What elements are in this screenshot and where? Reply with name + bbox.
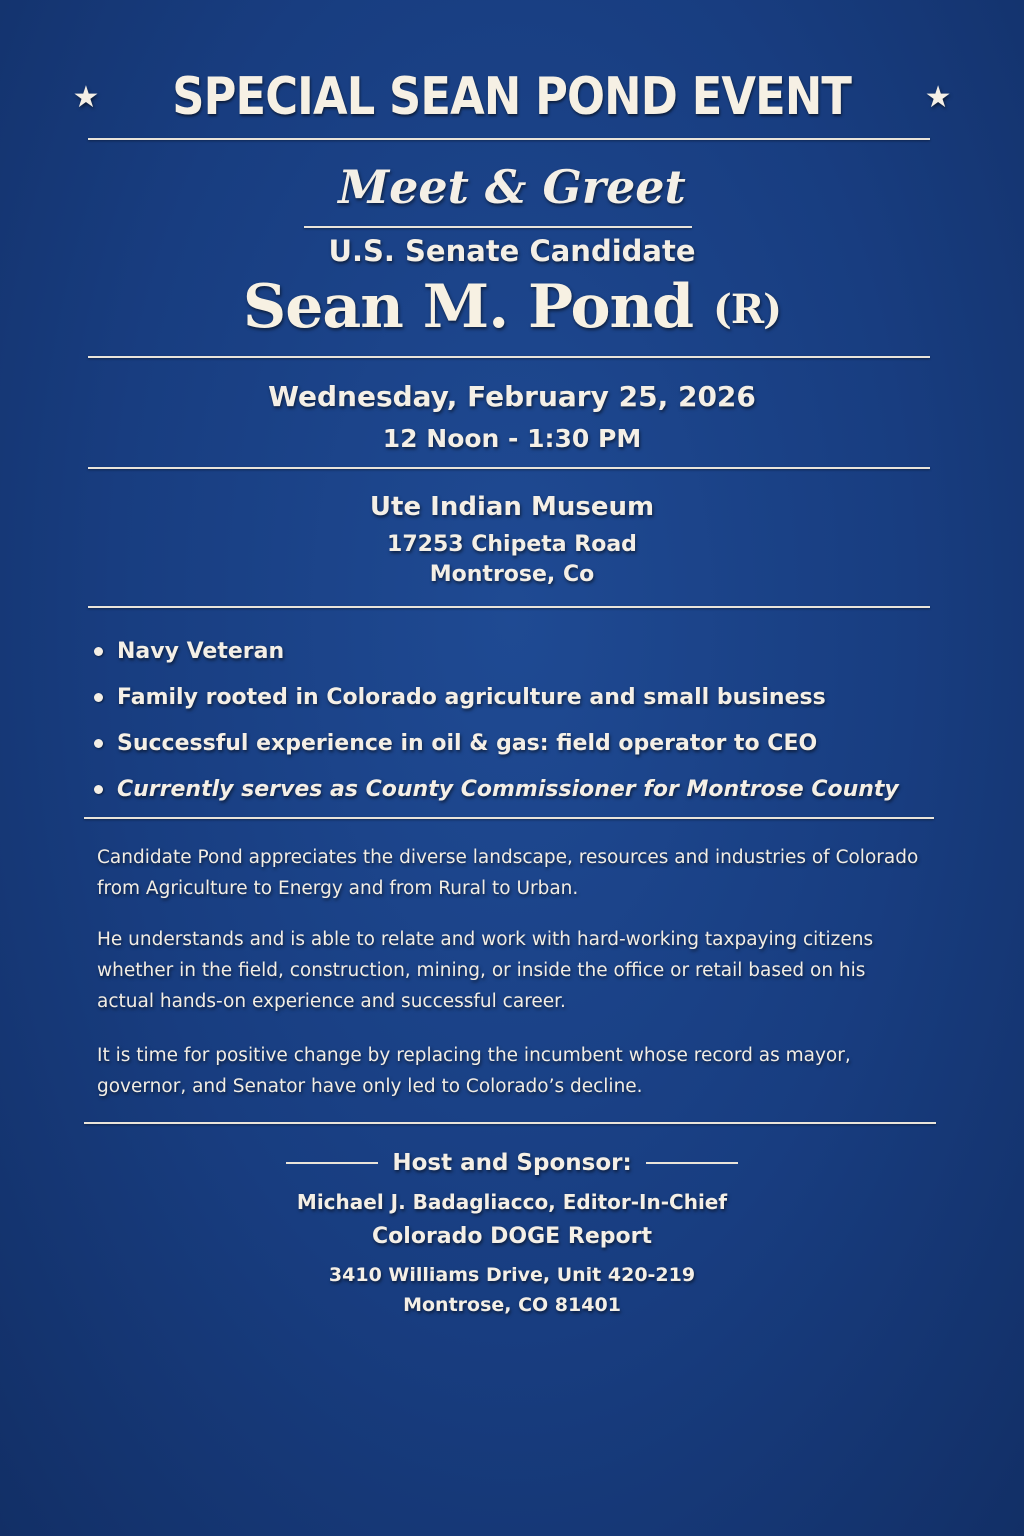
divider-venue: [88, 606, 930, 608]
host-organization: Colorado DOGE Report: [372, 1224, 652, 1249]
list-item: [94, 674, 954, 720]
host-street: 3410 Williams Drive, Unit 420-219: [328, 1264, 696, 1286]
host-heading-rule-right: [646, 1162, 738, 1164]
bullet-icon: [94, 693, 103, 702]
body-paragraph: It is time for positive change by replacing the incumbent whose record as mayor, governor, and Senator have only led to Colorado’s decline.: [97, 1045, 851, 1097]
venue-city: Montrose, Co: [429, 562, 595, 587]
highlights-list: [94, 628, 954, 812]
list-item: [94, 720, 954, 766]
host-city: Montrose, CO 81401: [403, 1294, 621, 1316]
office-label: U.S. Senate Candidate: [328, 234, 696, 268]
highlight-text: Family rooted in Colorado agriculture and small business: [117, 684, 826, 710]
candidate-name-line: [0, 272, 1024, 342]
body-paragraph: Candidate Pond appreciates the diverse landscape, resources and industries of Colorado from Agriculture to Energy and from Rural to Urban.: [97, 847, 919, 899]
highlight-text: Currently serves as County Commissioner for Montrose County: [117, 776, 899, 802]
host-name: Michael J. Badagliacco, Editor-In-Chief: [296, 1190, 728, 1214]
venue-street: 17253 Chipeta Road: [387, 532, 637, 557]
divider-time: [88, 467, 930, 469]
host-heading-label: Host and Sponsor:: [392, 1150, 632, 1176]
event-time: 12 Noon - 1:30 PM: [382, 424, 642, 453]
list-item: [94, 766, 954, 812]
event-title: SPECIAL SEAN POND EVENT: [172, 67, 852, 127]
event-headline: [0, 62, 1024, 132]
bullet-icon: [94, 785, 103, 794]
candidate-name: Sean M. Pond: [242, 272, 694, 342]
divider-top: [88, 138, 930, 140]
host-heading: [0, 1150, 1024, 1176]
divider-meet-greet: [304, 226, 692, 228]
divider-highlights: [84, 817, 934, 819]
right-star-icon: ★: [924, 79, 952, 115]
divider-name: [88, 356, 930, 358]
highlight-text: Navy Veteran: [117, 638, 285, 664]
party-affiliation: (R): [712, 286, 782, 333]
host-heading-rule-left: [286, 1162, 378, 1164]
bullet-icon: [94, 647, 103, 656]
body-paragraph: He understands and is able to relate and work with hard-working taxpaying citizens whether in the field, construction, mining, or inside the office or retail based on his actual hands-on experience and successful career.: [97, 929, 874, 1012]
left-star-icon: ★: [72, 79, 100, 115]
list-item: [94, 628, 954, 674]
highlight-text: Successful experience in oil & gas: field operator to CEO: [117, 730, 818, 756]
event-date: Wednesday, February 25, 2026: [268, 380, 756, 413]
venue-name: Ute Indian Museum: [369, 492, 655, 522]
meet-greet-heading: Meet & Greet: [338, 160, 686, 214]
bullet-icon: [94, 739, 103, 748]
divider-body: [84, 1122, 936, 1124]
